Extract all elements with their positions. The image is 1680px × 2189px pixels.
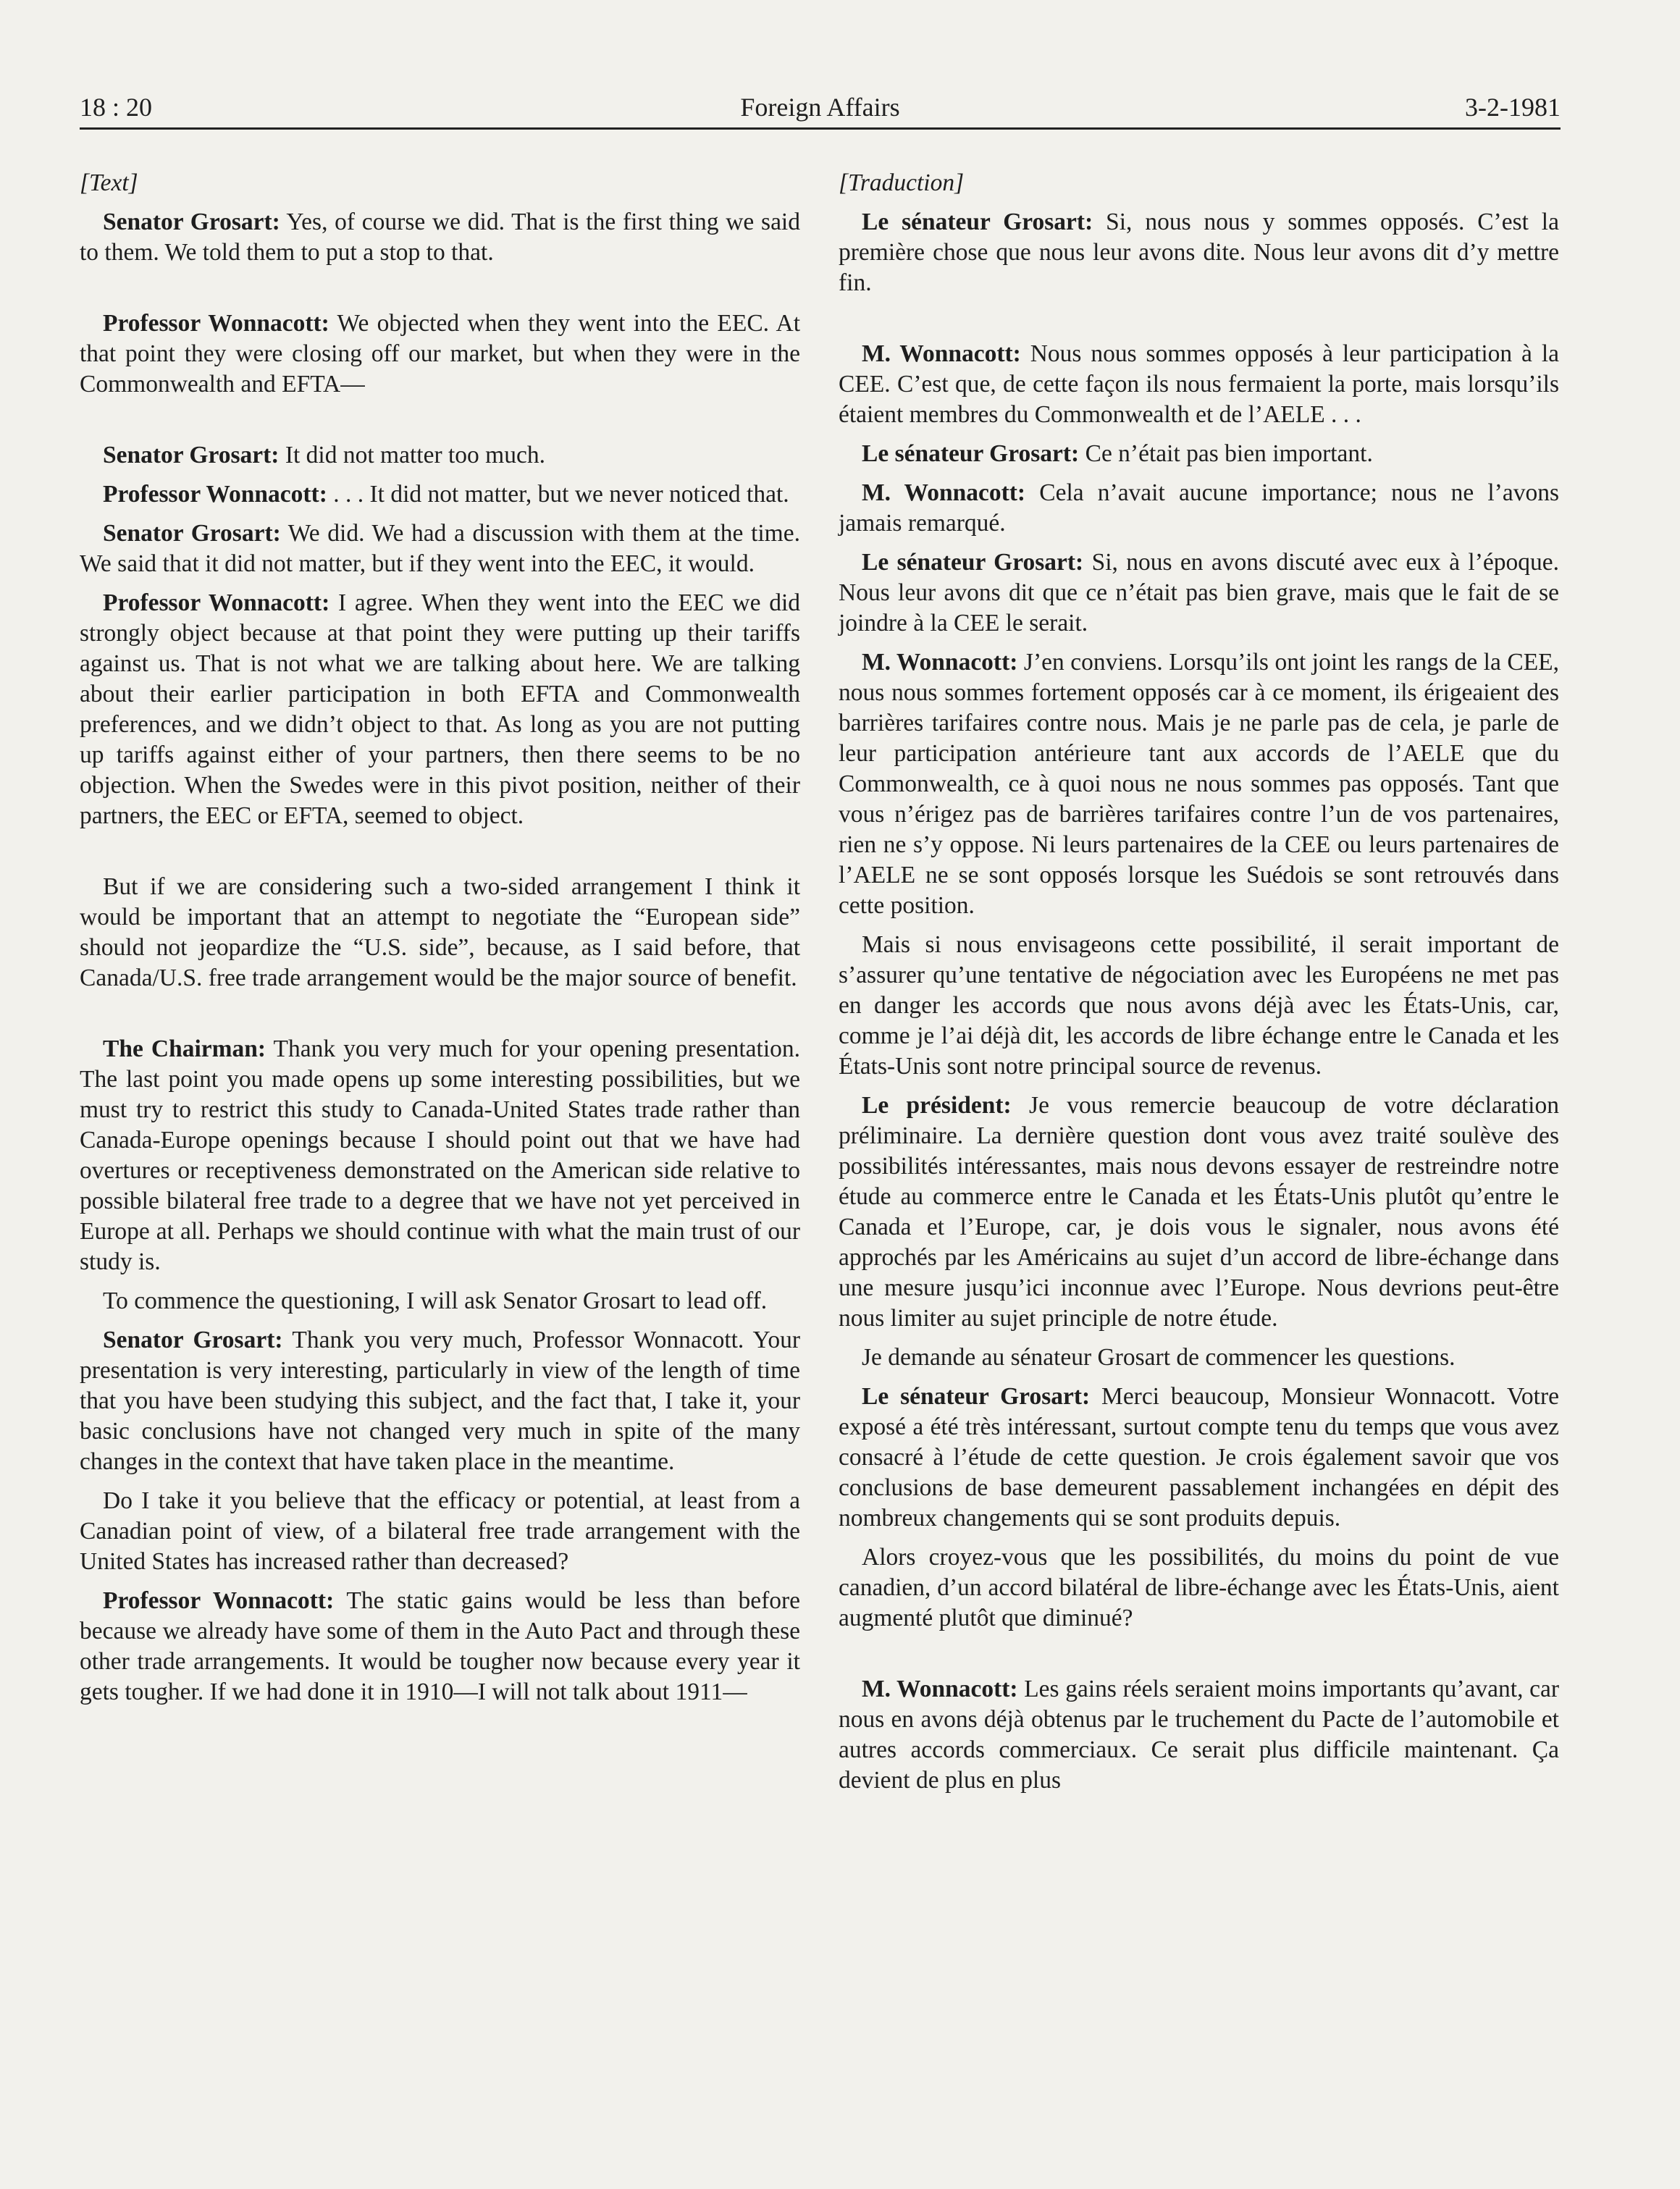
section-label: [Traduction] — [839, 169, 965, 196]
transcript-paragraph — [80, 1286, 800, 1316]
paragraph-text: Ce n’était pas bien important. — [1079, 440, 1373, 467]
paragraph-text: We did. We had a discussion with them at the time. We said that it did not matter, but if they went into the EEC, it would. — [80, 520, 800, 577]
speaker-name: Le sénateur Grosart: — [862, 549, 1084, 576]
speaker-name: Le sénateur Grosart: — [862, 1383, 1091, 1410]
paragraph-text: We objected when they went into the EEC. At that point they were closing off our market, but when they were in the Commonwealth and EFTA— — [80, 310, 801, 398]
publication-title: Foreign Affairs — [740, 93, 900, 122]
transcript-paragraph — [839, 439, 1559, 469]
transcript-paragraph — [839, 478, 1559, 539]
paragraph-text: It did not matter too much. — [279, 442, 545, 469]
paragraph-text: Alors croyez-vous que les possibilités, du moins du point de vue canadien, d’un accord bilatéral de libre-échange avec les États-Unis, aient augmenté plutôt que diminué? — [839, 1544, 1559, 1631]
transcript-paragraph — [80, 207, 800, 268]
transcript-paragraph — [80, 588, 800, 831]
paragraph-text: Si, nous en avons discuté avec eux à l’époque. Nous leur avons dit que ce n’était pas bien grave, mais que le fait de se joindre à la CEE le serait. — [839, 549, 1559, 636]
speaker-name: The Chairman: — [103, 1035, 266, 1062]
paragraph-text: Do I take it you believe that the efficacy or potential, at least from a Canadian point of view, of a bilateral free trade arrangement with the United States has increased rather than decreased? — [80, 1487, 800, 1575]
paragraph-text: But if we are considering such a two-sided arrangement I think it would be important that an attempt to negotiate the “European side” should not jeopardize the “U.S. side”, because, as I said before, that Canada/U.S. free trade arrangement would be the major source of benefit. — [80, 873, 800, 991]
page-header — [80, 85, 1561, 130]
speaker-name: M. Wonnacott: — [862, 340, 1021, 367]
speaker-name: Le sénateur Grosart: — [862, 440, 1080, 467]
paragraph-text: Thank you very much, Professor Wonnacott. Your presentation is very interesting, particularly in view of the length of time that you have been studying this subject, and the fact that, I take it, your basic conclusions have not changed very much in spite of the many changes in the context that have taken place in the meantime. — [80, 1327, 800, 1475]
transcript-paragraph — [80, 440, 800, 471]
speaker-name: M. Wonnacott: — [862, 649, 1018, 676]
transcript-paragraph — [80, 518, 800, 579]
paragraph-text: Thank you very much for your opening presentation. The last point you made opens up some interesting possibilities, but we must try to restrict this study to Canada-United States trade rather than Canada-Europe openings because I should point out that we have had overtures or receptiveness demonstrated on the American side relative to possible bilateral free trade to a degree that we have not yet perceived in Europe at all. Perhaps we should continue with what the main trust of our study is. — [80, 1035, 800, 1275]
french-column — [839, 168, 1559, 1796]
transcript-paragraph — [839, 339, 1559, 430]
speaker-name: Professor Wonnacott: — [103, 310, 329, 337]
paragraph-text: Cela n’avait aucune importance; nous ne l’avons jamais remarqué. — [839, 479, 1559, 537]
paragraph-text: Nous nous sommes opposés à leur participation à la CEE. C’est que, de cette façon ils nous fermaient la porte, mais lorsqu’ils étaient membres du Commonwealth et de l’AELE . . . — [839, 340, 1560, 428]
transcript-paragraph — [80, 479, 800, 510]
transcript-paragraph — [80, 1034, 800, 1277]
speaker-name: Le sénateur Grosart: — [862, 209, 1093, 235]
transcript-paragraph — [80, 308, 800, 400]
transcript-paragraph — [839, 207, 1559, 298]
speaker-name: Professor Wonnacott: — [103, 481, 327, 508]
transcript-paragraph — [839, 1382, 1559, 1534]
transcript-paragraph — [839, 1674, 1559, 1796]
paragraph-text: The static gains would be less than before because we already have some of them in the Auto Pact and through these other trade arrangements. It would be tougher now because every year it gets tougher. If we had done it in 1910—I will not talk about 1911— — [80, 1587, 801, 1705]
speaker-name: Senator Grosart: — [103, 209, 280, 235]
paragraph-text: To commence the questioning, I will ask Senator Grosart to lead off. — [103, 1287, 768, 1314]
speaker-name: Professor Wonnacott: — [103, 1587, 335, 1614]
paragraph-text: J’en conviens. Lorsqu’ils ont joint les rangs de la CEE, nous nous sommes fortement opposés car à ce moment, ils érigeaient des barrières tarifaires contre nous. Mais je ne parle pas de cela, je parle de leur participation antérieure tant aux accords de l’AELE que du Commonwealth, ce à quoi nous ne nous sommes pas opposés. Tant que vous n’érigez pas de barrières tarifaires contre l’un de vos partenaires, rien ne s’y oppose. Ni leurs partenaires de la CEE ou leurs partenaires de l’AELE ne se sont opposés lorsque les Suédois se sont retrouvés dans cette position. — [839, 649, 1559, 919]
transcript-paragraph — [839, 647, 1559, 921]
paragraph-text: Mais si nous envisageons cette possibilité, il serait important de s’assurer qu’une tentative de négociation avec les Européens ne met pas en danger les accords que nous avons déjà avec les États-Unis, car, comme je l’ai déjà dit, les accords de libre échange entre le Canada et les États-Unis sont notre principal source de revenus. — [839, 931, 1559, 1080]
speaker-name: Senator Grosart: — [103, 442, 280, 469]
paragraph-text: Je vous remercie beaucoup de votre déclaration préliminaire. La dernière question dont vous avez traité soulève des possibilités intéressantes, mais nous devons essayer de restreindre notre étude au commerce entre le Canada et les États-Unis plutôt qu’entre le Canada et l’Europe, car, je dois vous le signaler, nous avons été approchés par les Américains au sujet d’un accord de libre-échange dans une mesure jusqu’ici inconnue avec l’Europe. Nous devrions peut-être nous limiter au sujet principle de notre étude. — [839, 1092, 1559, 1332]
english-column — [80, 168, 800, 1707]
speaker-name: Le président: — [862, 1092, 1012, 1119]
transcript-paragraph — [839, 930, 1559, 1082]
transcript-paragraph — [839, 1542, 1559, 1634]
transcript-paragraph — [80, 1586, 800, 1707]
paragraph-text: Les gains réels seraient moins importants qu’avant, car nous en avons déjà obtenus par le truchement du Pacte de l’automobile et autres accords commerciaux. Ce serait plus difficile maintenant. Ça devient de plus en plus — [839, 1676, 1560, 1794]
page-number: 18 : 20 — [80, 93, 153, 122]
paragraph-text: Je demande au sénateur Grosart de commencer les questions. — [862, 1344, 1456, 1371]
paragraph-text: Yes, of course we did. That is the first thing we said to them. We told them to put a stop to that. — [80, 209, 800, 266]
transcript-paragraph — [80, 872, 800, 993]
speaker-name: Senator Grosart: — [103, 1327, 283, 1353]
paragraph-text: Merci beaucoup, Monsieur Wonnacott. Votre exposé a été très intéressant, surtout compte tenu du temps que vous avez consacré à l’étude de cette question. Je crois également savoir que vos conclusions de base demeurent passablement inchangées en dépit des nombreux changements qui se sont produits depuis. — [839, 1383, 1559, 1532]
transcript-paragraph — [80, 1486, 800, 1577]
transcript-paragraph — [80, 1325, 800, 1477]
paragraph-text: . . . It did not matter, but we never noticed that. — [327, 481, 789, 508]
section-label: [Text] — [80, 169, 138, 196]
issue-date: 3-2-1981 — [1465, 93, 1561, 122]
transcript-paragraph — [839, 1343, 1559, 1373]
transcript-paragraph — [839, 1091, 1559, 1334]
paragraph-text: Si, nous nous y sommes opposés. C’est la première chose que nous leur avons dite. Nous leur avons dit d’y mettre fin. — [839, 209, 1559, 296]
speaker-name: Professor Wonnacott: — [103, 589, 330, 616]
speaker-name: Senator Grosart: — [103, 520, 281, 547]
speaker-name: M. Wonnacott: — [862, 479, 1026, 506]
paragraph-text: I agree. When they went into the EEC we did strongly object because at that point they were putting up their tariffs against us. That is not what we are talking about here. We are talking about their earlier participation in both EFTA and Commonwealth preferences, and we didn’t object to that. As long as you are not putting up tariffs against either of your partners, then there seems to be no objection. When the Swedes were in this pivot position, neither of their partners, the EEC or EFTA, seemed to object. — [80, 589, 801, 829]
speaker-name: M. Wonnacott: — [862, 1676, 1018, 1702]
transcript-paragraph — [839, 547, 1559, 639]
